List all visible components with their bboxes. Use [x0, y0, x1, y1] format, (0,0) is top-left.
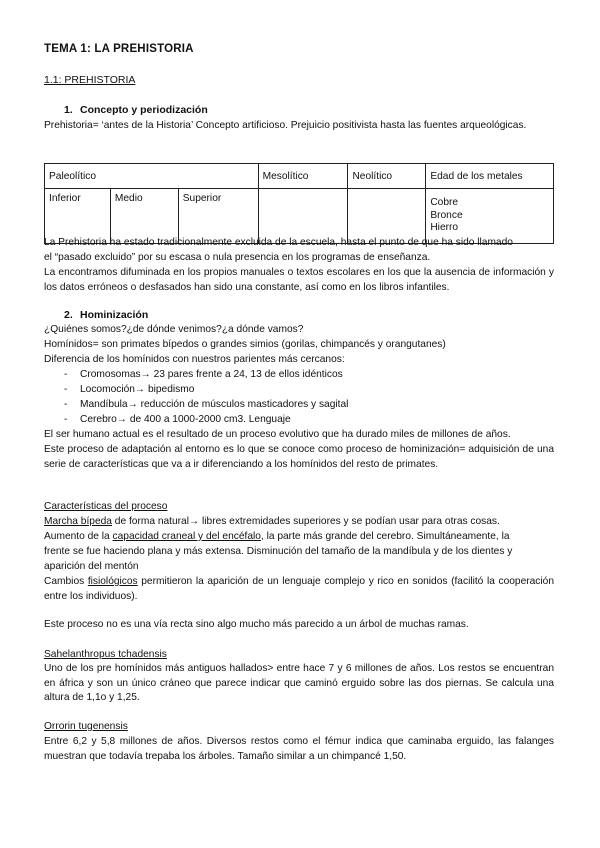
heading-hominizacion [64, 309, 148, 321]
text-line: aparición del mentón [44, 561, 139, 572]
periods-table [44, 163, 554, 244]
paragraph: Este proceso de adaptación al entorno es lo que se conoce como proceso de hominización= adquisición de una serie de características que va a ir diferenciando a los homínidos del resto de primates. [44, 444, 554, 470]
underlined-term: Marcha bípeda [44, 516, 112, 527]
text-span: Aumento de la [44, 531, 113, 542]
metal-item: Bronce [430, 209, 463, 221]
heading-number: 1. [64, 104, 73, 116]
prehistoria-definition: Prehistoria= ‘antes de la Historia’ Concepto artificioso. Prejuicio positivista hasta las fuentes arqueológicas. [44, 120, 527, 131]
paragraph: La encontramos difuminada en los propios manuales o textos escolares en los que la ausencia de información y los datos erróneos o desfasados han sido una constante, así como en los libros infantiles. [44, 267, 554, 293]
section-heading: Sahelanthropus tchadensis [44, 649, 167, 660]
heading-number: 2. [64, 309, 73, 321]
table-header-row [45, 164, 554, 189]
list-item-text: Locomoción→ bipedismo [80, 384, 195, 395]
text-span: permitieron la aparición de un lenguaje complejo y rico en sonidos (facilitó la cooperación entre los individuos). [44, 576, 555, 602]
text-line [44, 530, 510, 545]
list-item: - Mandíbula→ reducción de músculos masticadores y sagital [64, 399, 349, 410]
text-span: de forma natural→ libres extremidades superiores y se podían usar para otras cosas. [111, 516, 500, 527]
list-item: - Cerebro→ de 400 a 1000-2000 cm3. Lenguaje [64, 414, 291, 425]
text-line: La Prehistoria ha estado tradicionalmente excluida de la escuela, hasta el punto de que ha sido llamado [44, 237, 513, 248]
text-line: ¿Quiénes somos?¿de dónde venimos?¿a dónde vamos? [44, 324, 304, 335]
text-line: El ser humano actual es el resultado de un proceso evolutivo que ha durado miles de millones de años. [44, 429, 511, 440]
table-cell: Superior [178, 189, 258, 244]
paragraph: Entre 6,2 y 5,8 millones de años. Diversos restos como el fémur indica que caminaba erguido, las falanges muestran que todavía trepaba los árboles. Tamaño similar a un chimpancé 1,50. [44, 736, 554, 762]
table-cell: Medio [110, 189, 178, 244]
text-line: Homínidos= son primates bípedos o grandes simios (gorilas, chimpancés y orangutanes) [44, 339, 446, 350]
list-item: - Cromosomas→ 23 pares frente a 24, 13 de ellos idénticos [64, 369, 343, 380]
metal-item: Hierro [430, 222, 459, 233]
section-subtitle: 1.1: PREHISTORIA [44, 74, 136, 86]
table-cell: Neolítico [348, 164, 426, 189]
table-cell: Paleolítico [45, 164, 259, 189]
list-item-text: Mandíbula→ reducción de músculos masticadores y sagital [80, 399, 349, 410]
heading-text: Concepto y periodización [80, 104, 208, 116]
section-heading: Orrorin tugenensis [44, 721, 128, 732]
table-cell: Mesolítico [258, 164, 348, 189]
text-span: Cambios [44, 576, 88, 587]
section-heading: Características del proceso [44, 501, 168, 512]
underlined-term: fisiológicos [87, 576, 138, 587]
heading-text: Hominización [80, 309, 149, 321]
text-line [44, 515, 500, 530]
underlined-term: capacidad craneal y del encéfalo [112, 531, 261, 542]
paragraph [44, 575, 554, 604]
text-line: frente se fue haciendo plana y más extensa. Disminución del tamaño de la mandíbula y de los dientes y [44, 546, 513, 557]
table-cell: Edad de los metales [426, 164, 554, 189]
text-line: Diferencia de los homínidos con nuestros parientes más cercanos: [44, 354, 345, 365]
document-title: TEMA 1: LA PREHISTORIA [44, 43, 194, 55]
list-item-text: Cerebro→ de 400 a 1000-2000 cm3. Lenguaje [80, 414, 291, 425]
list-item-text: Cromosomas→ 23 pares frente a 24, 13 de ellos idénticos [80, 369, 343, 380]
list-item: - Locomoción→ bipedismo [64, 384, 195, 395]
heading-concepto [64, 104, 208, 116]
text-span: , la parte más grande del cerebro. Simultáneamente, la [260, 531, 510, 542]
table-cell: Inferior [45, 189, 111, 244]
paragraph: Uno de los pre homínidos más antiguos hallados> entre hace 7 y 6 millones de años. Los restos se encuentran en áfrica y son un único cráneo que parece indicar que caminó erguido sobre las dos piernas. Se calcula una altura de 1,1o y 1,25. [44, 663, 554, 704]
text-line: Este proceso no es una vía recta sino algo mucho más parecido a un árbol de muchas ramas. [44, 619, 469, 630]
metal-item: Cobre [430, 197, 459, 208]
text-line: el “pasado excluido” por su escasa o nula presencia en los programas de enseñanza. [44, 252, 431, 263]
